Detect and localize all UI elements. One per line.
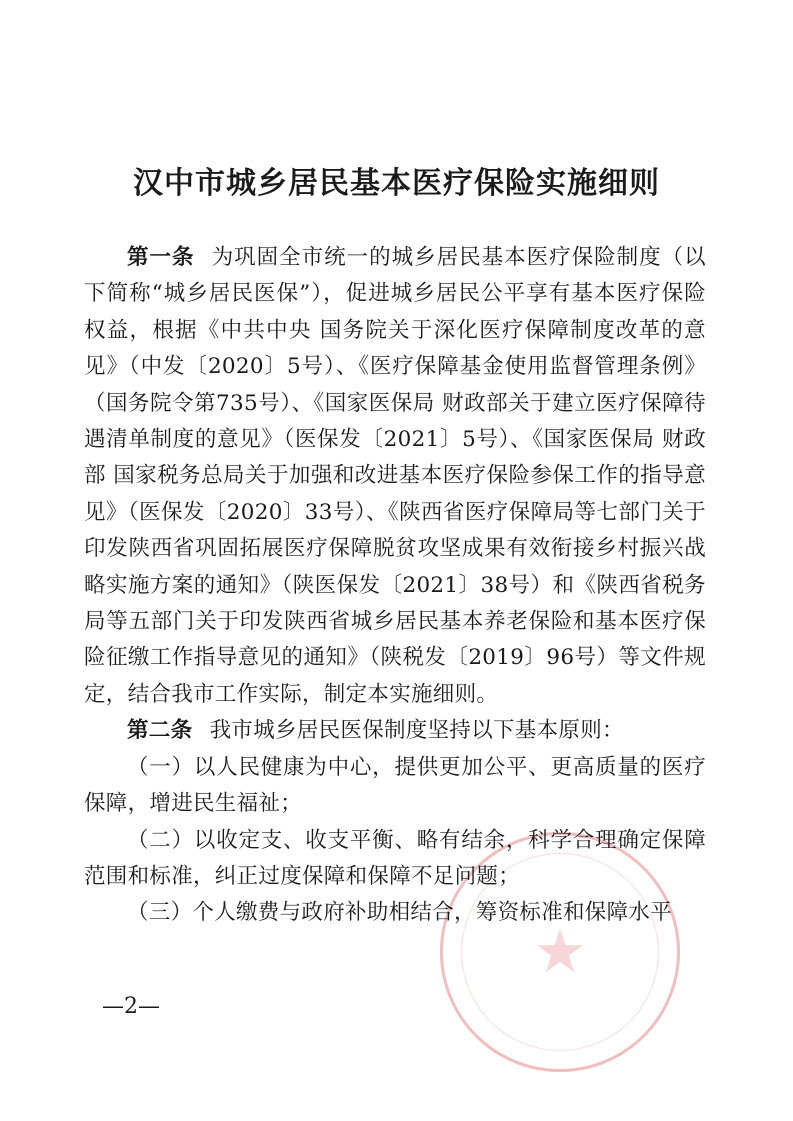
- article-2-text: 我市城乡居民医保制度坚持以下基本原则：: [209, 718, 624, 744]
- document-body: [84, 240, 706, 932]
- principle-2: （二）以收定支、收支平衡、略有结余，科学合理确定保障范围和标准，纠正过度保障和保障不足问题；: [84, 827, 706, 889]
- article-2-label: 第二条: [127, 718, 193, 744]
- article-1-label: 第一条: [127, 245, 195, 270]
- document-title: 汉中市城乡居民基本医疗保险实施细则: [133, 166, 660, 201]
- seal-star-icon: ★: [533, 917, 587, 987]
- principle-1: （一）以人民健康为中心，提供更加公平、更高质量的医疗保障，增进民生福祉；: [84, 754, 706, 817]
- article-1: [84, 240, 706, 713]
- page-number: —2—: [102, 994, 160, 1019]
- article-2: [84, 713, 706, 749]
- principle-3: （三）个人缴费与政府补助相结合，筹资标准和保障水平: [127, 900, 673, 926]
- article-1-text: 为巩固全市统一的城乡居民基本医疗保险制度（以下简称“城乡居民医保”），促进城乡居民公平享有基本医疗保险权益，根据《中共中央 国务院关于深化医疗保障制度改革的意见》（中发〔2020〕5号）、《医疗保障基金使用监督管理条例》（国务院令第735号）、《国家医保局 财政部关于建立医疗保障待遇清单制度的意见》（医保发〔2021〕5号）、《国家医保局 财政部 国家税务总局关于加强和改进基本医疗保险参保工作的指导意见》（医保发〔2020〕33号）、《陕西省医疗保障局等七部门关于印发陕西省巩固拓展医疗保障脱贫攻坚成果有效衔接乡村振兴战略实施方案的通知》（陕医保发〔2021〕38号）和《陕西省税务局等五部门关于印发陕西省城乡居民基本养老保险和基本医疗保险征缴工作指导意见的通知》（陕税发〔2019〕96号）等文件规定，结合我市工作实际，制定本实施细则。: [84, 245, 706, 707]
